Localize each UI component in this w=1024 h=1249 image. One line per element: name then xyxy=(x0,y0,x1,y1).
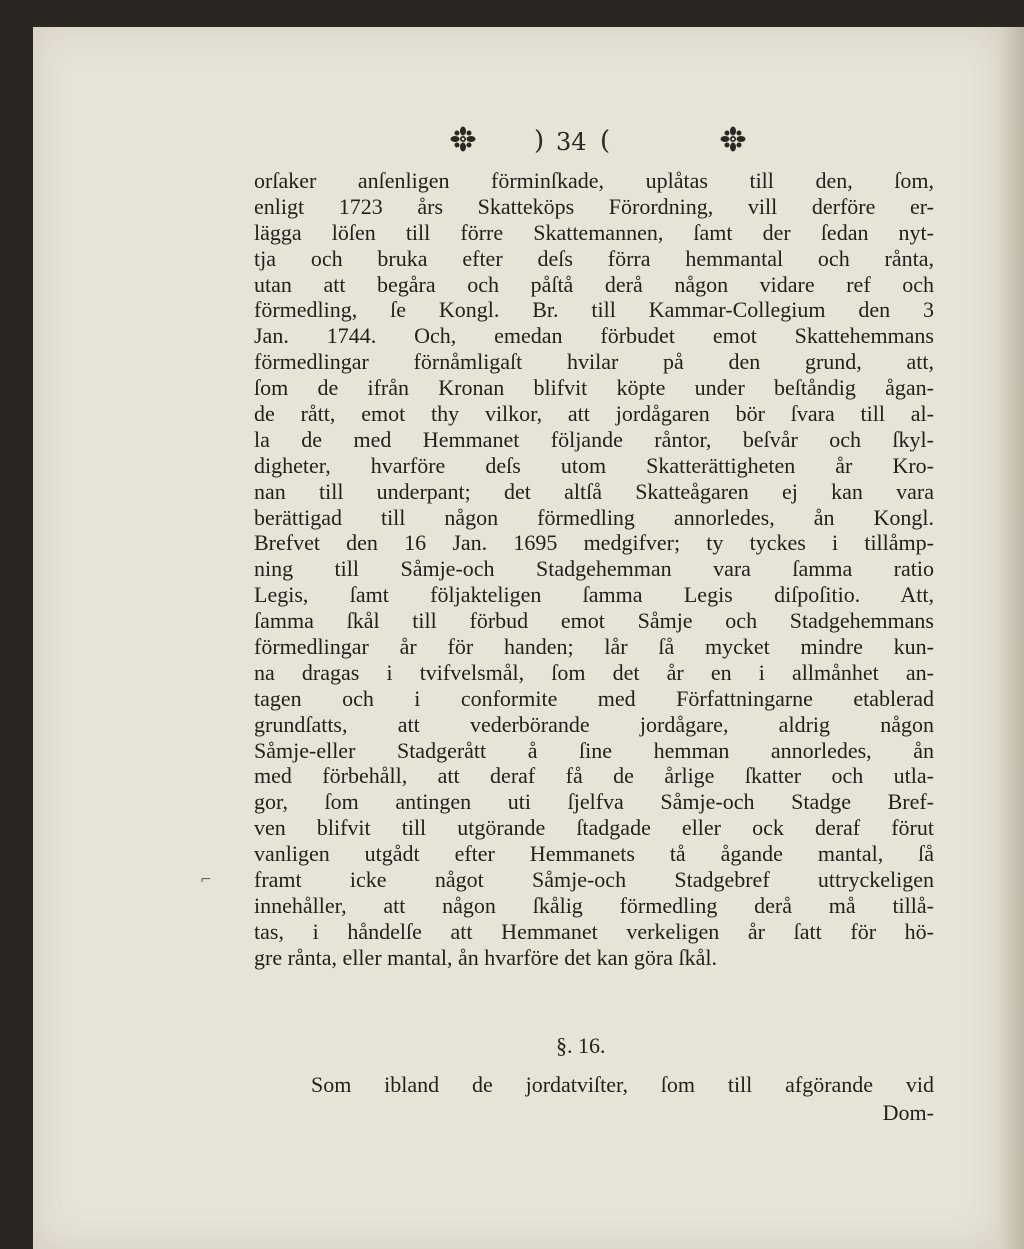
text-line: gre rånta, eller mantal, ån hvarföre det kan göra ſkål. xyxy=(254,944,717,970)
header-paren-right: ( xyxy=(600,126,611,156)
text-line: förmedling, ſe Kongl. Br. till Kammar-Collegium den 3 xyxy=(254,297,934,323)
text-line: innehåller, att någon ſkålig förmedling derå må tillå- xyxy=(254,892,934,918)
text-line: enligt 1723 års Skatteköps Förordning, vill derföre er- xyxy=(254,193,934,219)
text-line: Såmje-eller Stadgerått å ſine hemman annorledes, ån xyxy=(254,737,934,763)
second-paragraph xyxy=(254,1072,934,1098)
page-header xyxy=(450,126,750,162)
main-paragraph xyxy=(254,168,934,971)
text-line: lägga löſen till förre Skattemannen, ſamt der ſedan nyt- xyxy=(254,219,934,245)
text-line: gor, ſom antingen uti ſjelfva Såmje-och Stadge Bref- xyxy=(254,789,934,815)
text-line: framt icke något Såmje-och Stadgebref uttryckeligen xyxy=(254,867,934,893)
catchword: Dom- xyxy=(882,1100,934,1125)
text-line: digheter, hvarföre deſs utom Skatterättigheten år Kro- xyxy=(254,452,934,478)
text-line: vanligen utgådt efter Hemmanets tå ågande mantal, ſå xyxy=(254,841,934,867)
text-line: Brefvet den 16 Jan. 1695 medgifver; ty tyckes i tillåmp- xyxy=(254,530,934,556)
page-number: 34 xyxy=(556,128,587,156)
text-line: ſamma ſkål till förbud emot Såmje och Stadgehemmans xyxy=(254,608,934,634)
text-line: förmedlingar förnåmligaſt hvilar på den grund, att, xyxy=(254,349,934,375)
text-line: förmedlingar år för handen; lår ſå mycket mindre kun- xyxy=(254,634,934,660)
text-line: tagen och i conformite med Författningarne etablerad xyxy=(254,685,934,711)
text-line: ſom de ifrån Kronan blifvit köpte under beſtåndig ågan- xyxy=(254,375,934,401)
text-line: de rått, emot thy vilkor, att jordågaren bör ſvara till al- xyxy=(254,401,934,427)
text-line: Legis, ſamt följakteligen ſamma Legis diſpoſitio. Att, xyxy=(254,582,934,608)
text-line: nan till underpant; det altſå Skatteågaren ej kan vara xyxy=(254,478,934,504)
text-line: grundſatts, att vederbörande jordågare, aldrig någon xyxy=(254,711,934,737)
header-paren-left: ) xyxy=(534,126,545,156)
floral-ornament-icon xyxy=(720,126,746,152)
facing-page-edge xyxy=(1001,27,1024,1249)
section-heading: §. 16. xyxy=(556,1033,606,1058)
text-line: Som ibland de jordatviſter, ſom till afgörande vid xyxy=(311,1072,934,1097)
text-line: orſaker anſenligen förminſkade, uplåtas till den, ſom, xyxy=(254,168,934,193)
text-line: tas, i håndelſe att Hemmanet verkeligen år ſatt för hö- xyxy=(254,918,934,944)
text-line: ven blifvit till utgörande ſtadgade eller ock deraf förut xyxy=(254,815,934,841)
margin-mark: ⌐ xyxy=(200,872,212,888)
text-line: na dragas i tvifvelsmål, ſom det år en i allmånhet an- xyxy=(254,659,934,685)
text-line: ning till Såmje-och Stadgehemman vara ſamma ratio xyxy=(254,556,934,582)
text-line: tja och bruka efter deſs förra hemmantal och rånta, xyxy=(254,245,934,271)
text-line: Jan. 1744. Och, emedan förbudet emot Skattehemmans xyxy=(254,323,934,349)
text-line: berättigad till någon förmedling annorledes, ån Kongl. xyxy=(254,504,934,530)
text-line: utan att begåra och påſtå derå någon vidare ref och xyxy=(254,271,934,297)
text-line: la de med Hemmanet följande råntor, beſvår och ſkyl- xyxy=(254,426,934,452)
text-line: med förbehåll, att deraf få de årlige ſkatter och utla- xyxy=(254,763,934,789)
floral-ornament-icon xyxy=(450,126,476,152)
